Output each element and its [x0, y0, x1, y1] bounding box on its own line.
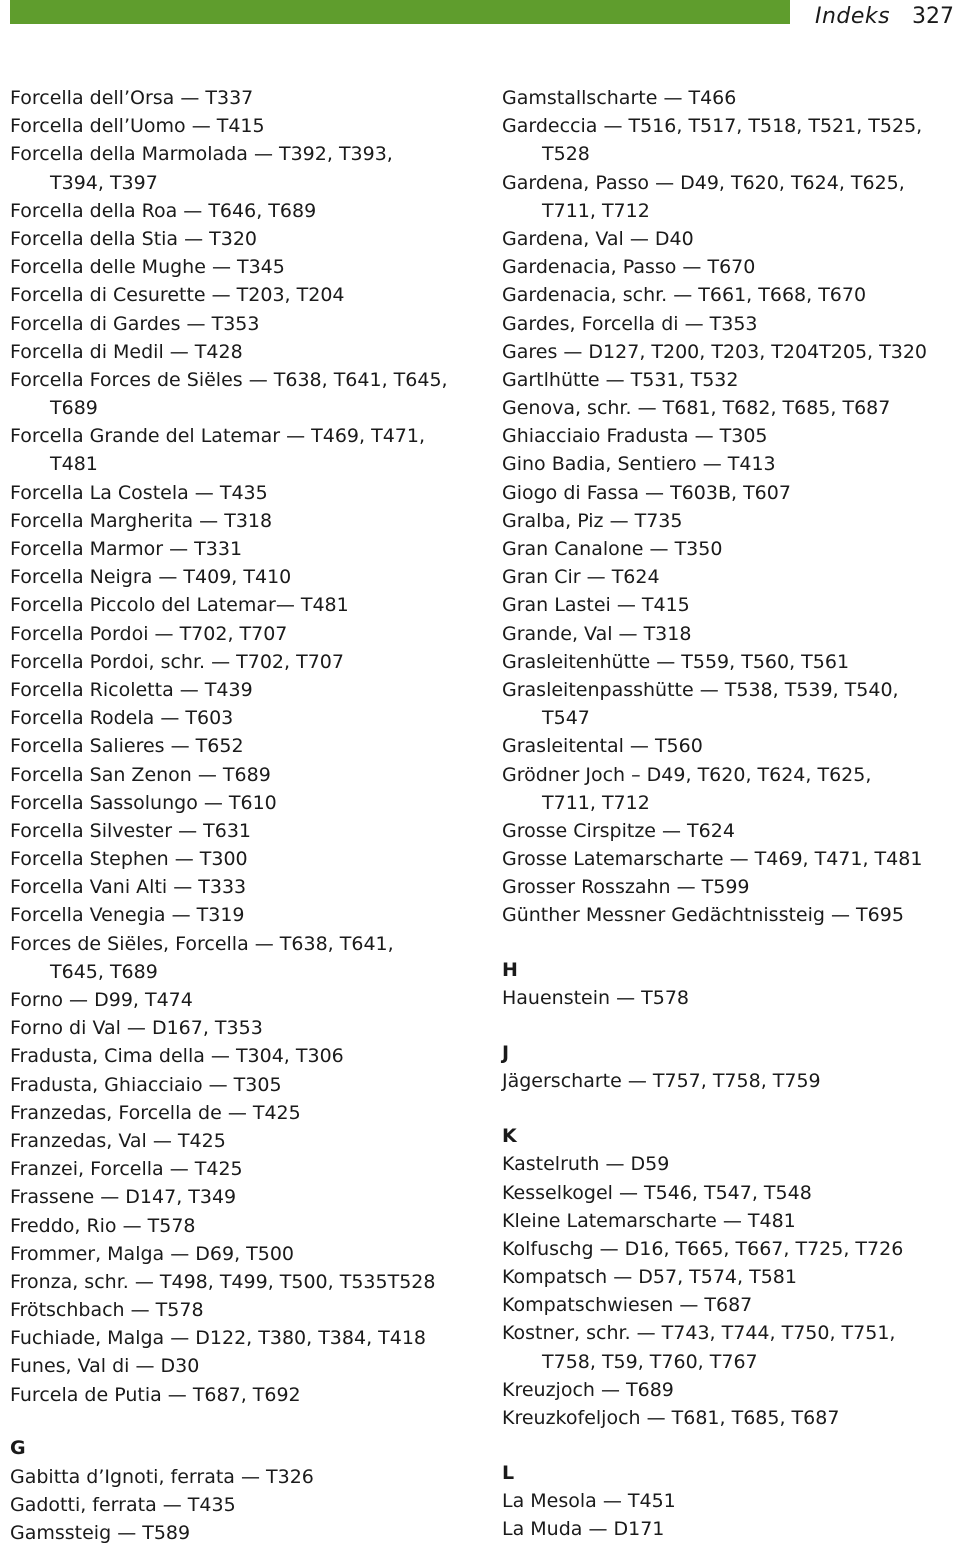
index-entry: Gran Canalone — T350 [502, 538, 723, 560]
section-letter-heading: G [10, 1437, 26, 1460]
index-entry: Gino Badia, Sentiero — T413 [502, 453, 776, 476]
index-entry: Gardenacia, schr. — T661, T668, T670 [502, 284, 867, 307]
index-entry: Forcella Ricoletta — T439 [10, 678, 253, 701]
index-entry: Forcella Venegia — T319 [10, 904, 245, 927]
index-entry: Furcela de Putia — T687, T692 [10, 1383, 301, 1406]
index-entry: Kreuzjoch — T689 [502, 1378, 674, 1401]
index-entry: Forces de Siëles, Forcella — T638, T641, [10, 932, 394, 955]
index-entry: Kleine Latemarscharte — T481 [502, 1209, 796, 1232]
index-entry: Gadotti, ferrata — T435 [10, 1493, 236, 1516]
index-entry: Forcella Pordoi, schr. — T702, T707 [10, 650, 344, 673]
index-entry: Franzedas, Val — T425 [10, 1129, 226, 1152]
index-entry: Fradusta, Cima della — T304, T306 [10, 1045, 344, 1068]
index-entry: Forcella della Marmolada — T392, T393, [10, 143, 393, 166]
index-entry: Forcella della Roa — T646, T689 [10, 199, 317, 222]
index-entry: Forno — D99, T474 [10, 989, 193, 1011]
section-spacer [502, 1432, 957, 1459]
index-entry: Günther Messner Gedächtnissteig — T695 [502, 904, 904, 927]
index-entry: Gardena, Val — D40 [502, 227, 694, 250]
index-entry-continuation: T689 [50, 397, 98, 420]
index-entry: Gralba, Piz — T735 [502, 509, 683, 532]
index-entry: Freddo, Rio — T578 [10, 1214, 196, 1237]
index-entry: Gabitta d’Ignoti, ferrata — T326 [10, 1465, 314, 1488]
index-entry: Forno di Val — D167, T353 [10, 1017, 263, 1040]
page-number: 327 [912, 4, 954, 29]
index-entry: Gares — D127, T200, T203, T204T205, T320 [502, 340, 927, 363]
index-entry: Franzedas, Forcella de — T425 [10, 1101, 301, 1124]
section-letter-heading: H [502, 959, 518, 982]
index-entry: Kompatsch — D57, T574, T581 [502, 1266, 797, 1289]
index-entry: Kreuzkofeljoch — T681, T685, T687 [502, 1407, 840, 1430]
index-entry: Funes, Val di — D30 [10, 1355, 200, 1378]
index-entry-continuation: T711, T712 [542, 791, 650, 814]
index-entry: Forcella Vani Alti — T333 [10, 876, 247, 899]
index-entry: Franzei, Forcella — T425 [10, 1158, 243, 1181]
index-entry-continuation: T481 [50, 453, 98, 476]
index-entry: Genova, schr. — T681, T682, T685, T687 [502, 397, 891, 420]
index-entry: Forcella Piccolo del Latemar— T481 [10, 594, 349, 617]
section-spacer [502, 1013, 957, 1040]
index-column-left [10, 84, 495, 1547]
index-entry-continuation: T394, T397 [50, 171, 158, 194]
index-entry: Forcella Rodela — T603 [10, 707, 234, 730]
index-entry: Forcella delle Mughe — T345 [10, 256, 285, 279]
index-entry: Kesselkogel — T546, T547, T548 [502, 1181, 812, 1204]
index-entry: Forcella Stephen — T300 [10, 848, 248, 871]
index-entry: Forcella Silvester — T631 [10, 819, 251, 842]
index-entry: Kastelruth — D59 [502, 1153, 670, 1176]
index-entry: Grödner Joch – D49, T620, T624, T625, [502, 763, 872, 786]
index-entry: Forcella di Cesurette — T203, T204 [10, 284, 345, 307]
index-entry: Forcella Grande del Latemar — T469, T471, [10, 425, 425, 448]
index-entry: Forcella Neigra — T409, T410 [10, 566, 292, 589]
index-entry: Gran Cir — T624 [502, 566, 660, 589]
index-entry: Frötschbach — T578 [10, 1299, 204, 1322]
index-entry: Grasleitenpasshütte — T538, T539, T540, [502, 678, 899, 701]
index-entry: Gran Lastei — T415 [502, 594, 690, 617]
index-entry: Frassene — D147, T349 [10, 1186, 237, 1209]
index-entry: Kompatschwiesen — T687 [502, 1294, 753, 1317]
index-entry: Fradusta, Ghiacciaio — T305 [10, 1073, 282, 1096]
index-entry: Gardenacia, Passo — T670 [502, 256, 756, 279]
index-entry: La Mesola — T451 [502, 1490, 676, 1512]
index-entry: Fronza, schr. — T498, T499, T500, T535T528 [10, 1270, 436, 1293]
section-spacer [502, 930, 957, 957]
index-entry: Fuchiade, Malga — D122, T380, T384, T418 [10, 1327, 427, 1350]
index-entry-continuation: T645, T689 [50, 960, 158, 983]
index-entry: Forcella Marmor — T331 [10, 538, 243, 560]
index-entry: Forcella della Stia — T320 [10, 227, 258, 250]
index-entry-continuation: T528 [542, 143, 590, 166]
index-entry: Grasleitental — T560 [502, 735, 703, 758]
index-entry: Forcella La Costela — T435 [10, 481, 268, 504]
index-entry: Forcella Sassolungo — T610 [10, 791, 277, 814]
section-letter-heading: K [502, 1125, 517, 1148]
index-entry: Grasleitenhütte — T559, T560, T561 [502, 650, 850, 673]
index-entry: Gardena, Passo — D49, T620, T624, T625, [502, 171, 905, 194]
index-entry-continuation: T758, T59, T760, T767 [542, 1350, 758, 1373]
index-entry: Ghiacciaio Fradusta — T305 [502, 425, 768, 448]
section-letter-heading: J [502, 1042, 510, 1065]
index-entry: Gamstallscharte — T466 [502, 87, 737, 109]
index-entry: Forcella Pordoi — T702, T707 [10, 622, 288, 645]
section-letter-heading: L [502, 1461, 515, 1484]
index-entry: Grande, Val — T318 [502, 622, 692, 645]
index-column-right [502, 84, 957, 1543]
index-entry: Hauenstein — T578 [502, 987, 690, 1010]
index-entry: Kolfuschg — D16, T665, T667, T725, T726 [502, 1237, 904, 1260]
index-entry-continuation: T547 [542, 707, 590, 730]
index-entry: Kostner, schr. — T743, T744, T750, T751, [502, 1322, 896, 1345]
index-entry: Gamssteig — T589 [10, 1521, 191, 1544]
index-entry: Grosser Rosszahn — T599 [502, 876, 750, 899]
index-entry: Forcella dell’Orsa — T337 [10, 87, 254, 109]
index-entry: Forcella di Gardes — T353 [10, 312, 260, 335]
index-entry: Gardes, Forcella di — T353 [502, 312, 758, 335]
header-title: Indeks [815, 4, 891, 29]
index-entry: Gartlhütte — T531, T532 [502, 368, 739, 391]
section-spacer [502, 1096, 957, 1123]
section-spacer [10, 1409, 495, 1435]
header-color-bar [10, 0, 790, 24]
index-entry: Frommer, Malga — D69, T500 [10, 1242, 295, 1265]
index-entry: Gardeccia — T516, T517, T518, T521, T525, [502, 115, 923, 138]
index-entry: Grosse Latemarscharte — T469, T471, T481 [502, 848, 923, 871]
index-entry: Forcella San Zenon — T689 [10, 763, 271, 786]
index-entry: La Muda — D171 [502, 1518, 665, 1541]
index-entry: Forcella Forces de Siëles — T638, T641, T645, [10, 368, 448, 391]
index-entry-continuation: T711, T712 [542, 199, 650, 222]
index-entry: Forcella dell’Uomo — T415 [10, 115, 265, 138]
index-entry: Grosse Cirspitze — T624 [502, 819, 735, 842]
index-entry: Forcella Margherita — T318 [10, 509, 273, 532]
index-entry: Forcella di Medil — T428 [10, 340, 243, 363]
index-entry: Giogo di Fassa — T603B, T607 [502, 481, 791, 504]
index-entry: Forcella Salieres — T652 [10, 735, 244, 758]
index-entry: Jägerscharte — T757, T758, T759 [502, 1070, 821, 1093]
